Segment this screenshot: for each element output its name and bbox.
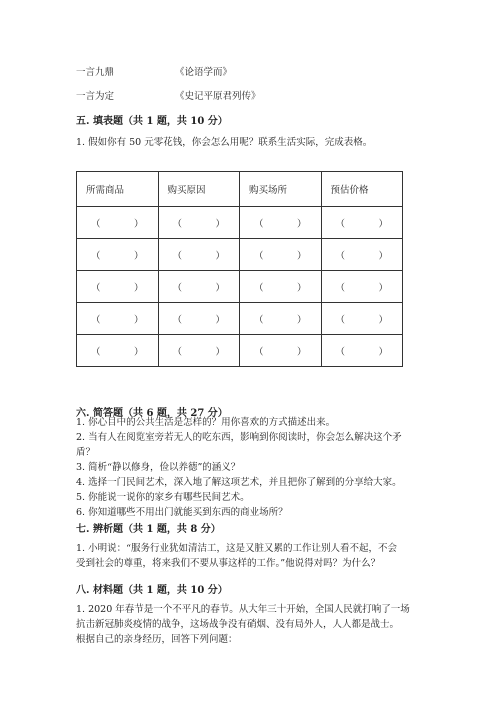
question-line: 抗击新冠肺炎疫情的战争，这场战争没有硝烟、没有局外人，人人都是战士。 [76,619,400,630]
idiom-source: 《论语学而》 [175,67,233,78]
blank-cell[interactable]: （ ） [321,335,403,367]
purchase-table [76,171,403,367]
table-row [77,239,403,271]
table-header-cell: 预估价格 [321,172,403,207]
question-line: 受到社会的尊重，将来我们不要从事这样的工作。”他说得对吗？为什么？ [76,558,381,569]
blank-cell[interactable]: （ ） [321,303,403,335]
table-header-cell: 购买场所 [240,172,322,207]
table-header-cell: 购买原因 [158,172,240,207]
section-5-question: 1. 假如你有 50 元零花钱，你会怎么用呢？联系生活实际，完成表格。 [76,137,373,148]
idiom-source: 《史记平原君列传》 [175,91,261,102]
idiom-row [76,64,233,78]
blank-cell[interactable]: （ ） [77,303,159,335]
section-6-questions [76,415,428,520]
table-header-cell: 所需商品 [77,172,159,207]
question-line: 盾？ [76,447,96,458]
blank-cell[interactable]: （ ） [240,239,322,271]
blank-cell[interactable]: （ ） [77,207,159,239]
section-6-title: 六. 简答题（共 6 题，共 27 分） [76,408,228,419]
blank-cell[interactable]: （ ） [321,271,403,303]
question-line: 4. 选择一门民间艺术，深入地了解这项艺术，并且把你了解到的分享给大家。 [76,477,402,488]
section-7-title: 七. 辨析题（共 1 题，共 8 分） [76,524,221,535]
section-8-title: 八. 材料题（共 1 题，共 10 分） [76,585,228,596]
blank-cell[interactable]: （ ） [240,271,322,303]
blank-cell[interactable]: （ ） [158,207,240,239]
blank-cell[interactable]: （ ） [321,207,403,239]
section-5-title: 五. 填表题（共 1 题，共 10 分） [76,116,228,127]
question-line: 3. 简析“静以修身，俭以养德”的涵义？ [76,462,241,473]
question-line: 根据自己的亲身经历，回答下列问题： [76,634,238,645]
blank-cell[interactable]: （ ） [77,335,159,367]
blank-cell[interactable]: （ ） [158,303,240,335]
idiom-row [76,88,261,102]
question-line: 1. 2020 年春节是一个不平凡的春节。从大年三十开始，全国人民就打响了一场 [76,604,410,615]
blank-cell[interactable]: （ ） [158,239,240,271]
blank-cell[interactable]: （ ） [77,271,159,303]
idiom-phrase: 一言九鼎 [76,67,115,78]
blank-cell[interactable]: （ ） [240,207,322,239]
blank-cell[interactable]: （ ） [240,303,322,335]
table-header-row [77,172,403,207]
section-7-question [76,541,428,571]
idiom-phrase: 一言为定 [76,91,115,102]
blank-cell[interactable]: （ ） [77,239,159,271]
question-line: 6. 你知道哪些不用出门就能买到东西的商业场所？ [76,507,288,518]
blank-cell[interactable]: （ ） [321,239,403,271]
table-row [77,303,403,335]
question-line: 5. 你能说一说你的家乡有哪些民间艺术。 [76,492,250,503]
blank-cell[interactable]: （ ） [240,335,322,367]
section-8-question [76,602,428,647]
question-line: 2. 当有人在阅览室旁若无人的吃东西，影响到你阅读时，你会怎么解决这个矛 [76,432,402,443]
blank-cell[interactable]: （ ） [158,271,240,303]
table-row [77,335,403,367]
question-line: 1. 你心目中的公共生活是怎样的？用你喜欢的方式描述出来。 [76,417,336,428]
blank-cell[interactable]: （ ） [158,335,240,367]
question-line: 1. 小明说：“服务行业犹如清洁工，这是又脏又累的工作让别人看不起，不会 [76,543,397,554]
table-row [77,271,403,303]
table-row [77,207,403,239]
